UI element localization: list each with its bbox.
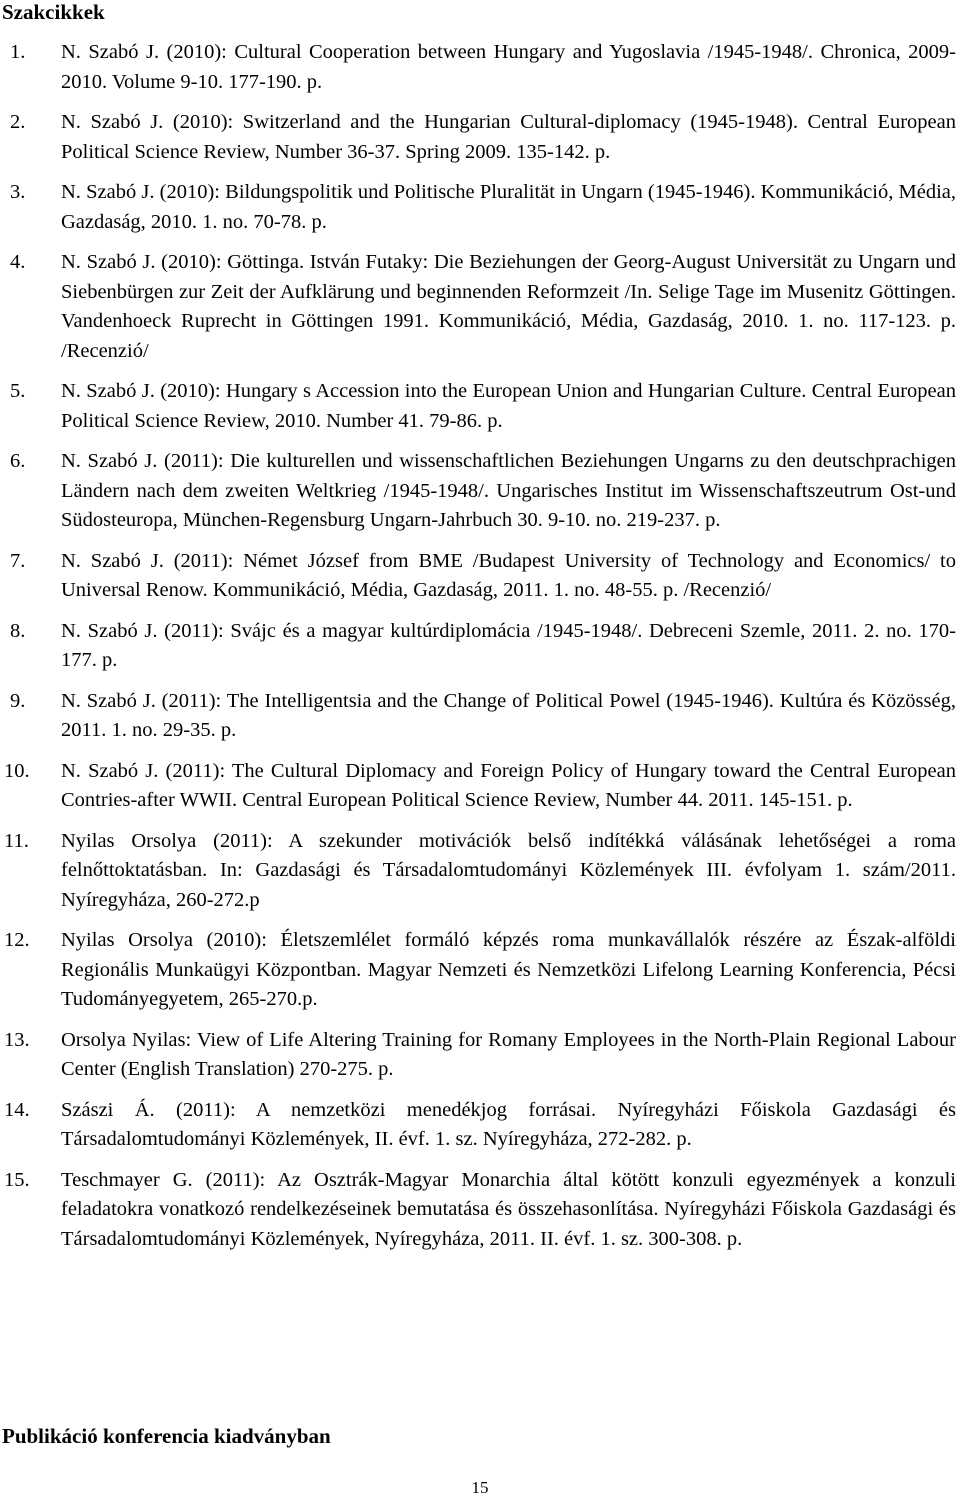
item-number: 2. bbox=[10, 111, 26, 133]
item-number: 5. bbox=[10, 380, 26, 402]
item-text: N. Szabó J. (2011): Német József from BME /Budapest University of Technology and Economics/ to Universal Renow. Kommunikáció, Média, Gazdaság, 2011. 1. no. 48-55. p. /Recenzió/ bbox=[61, 549, 956, 601]
item-number: 4. bbox=[10, 251, 26, 273]
item-text: Teschmayer G. (2011): Az Osztrák-Magyar Monarchia által kötött konzuli egyezmények a konzuli feladatokra vonatkozó rendelkezéseinek bemutatása és összehasonlítása. Nyíregyházi Főiskola Gazdasági és Társadalomtudományi Közlemények, Nyíregyháza, 2011. II. évf. 1. sz. 300-308. p. bbox=[61, 1168, 956, 1250]
page-number: 15 bbox=[471, 1478, 489, 1497]
list-item bbox=[0, 1096, 960, 1155]
list-item bbox=[0, 447, 960, 536]
list-item bbox=[0, 547, 960, 606]
item-number: 3. bbox=[10, 181, 26, 203]
item-text: Nyilas Orsolya (2010): Életszemlélet formáló képzés roma munkavállalók részére az Észak-alföldi Regionális Munkaügyi Központban. Magyar Nemzeti és Nemzetközi Lifelong Learning Konferencia, Pécsi Tudományegyetem, 265-270.p. bbox=[61, 929, 956, 1010]
item-number: 6. bbox=[10, 450, 26, 472]
item-text: N. Szabó J. (2010): Bildungspolitik und Politische Pluralität in Ungarn (1945-1946). Kommunikáció, Média, Gazdaság, 2010. 1. no. 70-78. p. bbox=[61, 181, 956, 233]
item-number: 9. bbox=[10, 689, 26, 712]
item-text: Orsolya Nyilas: View of Life Altering Training for Romany Employees in the North-Plain Regional Labour Center (English Translation) 270-275. p. bbox=[61, 1028, 956, 1080]
item-number: 13. bbox=[4, 1028, 30, 1051]
item-number: 11. bbox=[4, 829, 29, 852]
list-item bbox=[0, 1166, 960, 1255]
item-number: 8. bbox=[10, 619, 26, 642]
item-text: N. Szabó J. (2010): Cultural Cooperation between Hungary and Yugoslavia /1945-1948/. Chronica, 2009-2010. Volume 9-10. 177-190. p. bbox=[61, 41, 956, 93]
list-item bbox=[0, 617, 960, 676]
list-item bbox=[0, 248, 960, 366]
item-text: Szászi Á. (2011): A nemzetközi menedékjog forrásai. Nyíregyházi Főiskola Gazdasági és Társadalomtudományi Közlemények, II. évf. 1. sz. Nyíregyháza, 272-282. p. bbox=[61, 1098, 956, 1150]
item-number: 15. bbox=[4, 1168, 30, 1191]
item-text: N. Szabó J. (2011): The Cultural Diplomacy and Foreign Policy of Hungary toward the Central European Contries-after WWII. Central European Political Science Review, Number 44. 2011. 145-151. p. bbox=[61, 759, 956, 811]
list-item bbox=[0, 827, 960, 916]
list-item bbox=[0, 38, 960, 97]
list-item bbox=[0, 108, 960, 167]
list-item bbox=[0, 1026, 960, 1085]
item-text: N. Szabó J. (2010): Hungary s Accession into the European Union and Hungarian Culture. Central European Political Science Review, 2010. Number 41. 79-86. p. bbox=[61, 380, 956, 432]
item-number: 14. bbox=[4, 1098, 30, 1121]
item-text: Nyilas Orsolya (2011): A szekunder motivációk belső indítékká válásának lehetőségei a roma felnőttoktatásban. In: Gazdasági és Társadalomtudományi Közlemények III. évfolyam 1. szám/2011. Nyíregyháza, 260-272.p bbox=[61, 829, 956, 911]
item-number: 12. bbox=[4, 929, 30, 951]
list-item bbox=[0, 377, 960, 436]
item-text: N. Szabó J. (2011): Svájc és a magyar kultúrdiplomácia /1945-1948/. Debreceni Szemle, 2011. 2. no. 170-177. p. bbox=[61, 619, 956, 671]
publication-list bbox=[0, 38, 960, 1265]
item-number: 1. bbox=[10, 41, 26, 63]
list-item bbox=[0, 178, 960, 237]
item-text: N. Szabó J. (2011): The Intelligentsia and the Change of Political Powel (1945-1946). Kultúra és Közösség, 2011. 1. no. 29-35. p. bbox=[61, 689, 956, 741]
item-text: N. Szabó J. (2011): Die kulturellen und wissenschaftlichen Beziehungen Ungarns zu den deutschprachigen Ländern nach dem zweiten Weltkrieg /1945-1948/. Ungarisches Institut im Wissenschaftszeutrum Ost-und Südosteuropa, München-Regensburg Ungarn-Jahrbuch 30. 9-10. no. 219-237. p. bbox=[61, 450, 956, 531]
item-text: N. Szabó J. (2010): Göttinga. István Futaky: Die Beziehungen der Georg-August Universität zu Ungarn und Siebenbürgen zur Zeit der Aufklärung und beginnenden Reformzeit /In. Selige Tage im Musenitz Göttingen. Vandenhoeck Ruprecht in Göttingen 1991. Kommunikáció, Média, Gazdaság, 2010. 1. no. 117-123. p. /Recenzió/ bbox=[61, 251, 956, 362]
section-title: Szakcikkek bbox=[2, 0, 105, 24]
item-number: 10. bbox=[4, 759, 30, 782]
list-item bbox=[0, 757, 960, 816]
item-text: N. Szabó J. (2010): Switzerland and the Hungarian Cultural-diplomacy (1945-1948). Central European Political Science Review, Number 36-37. Spring 2009. 135-142. p. bbox=[61, 111, 956, 163]
list-item bbox=[0, 926, 960, 1015]
next-section-title: Publikáció konferencia kiadványban bbox=[2, 1424, 331, 1448]
list-item bbox=[0, 687, 960, 746]
item-number: 7. bbox=[10, 549, 26, 572]
